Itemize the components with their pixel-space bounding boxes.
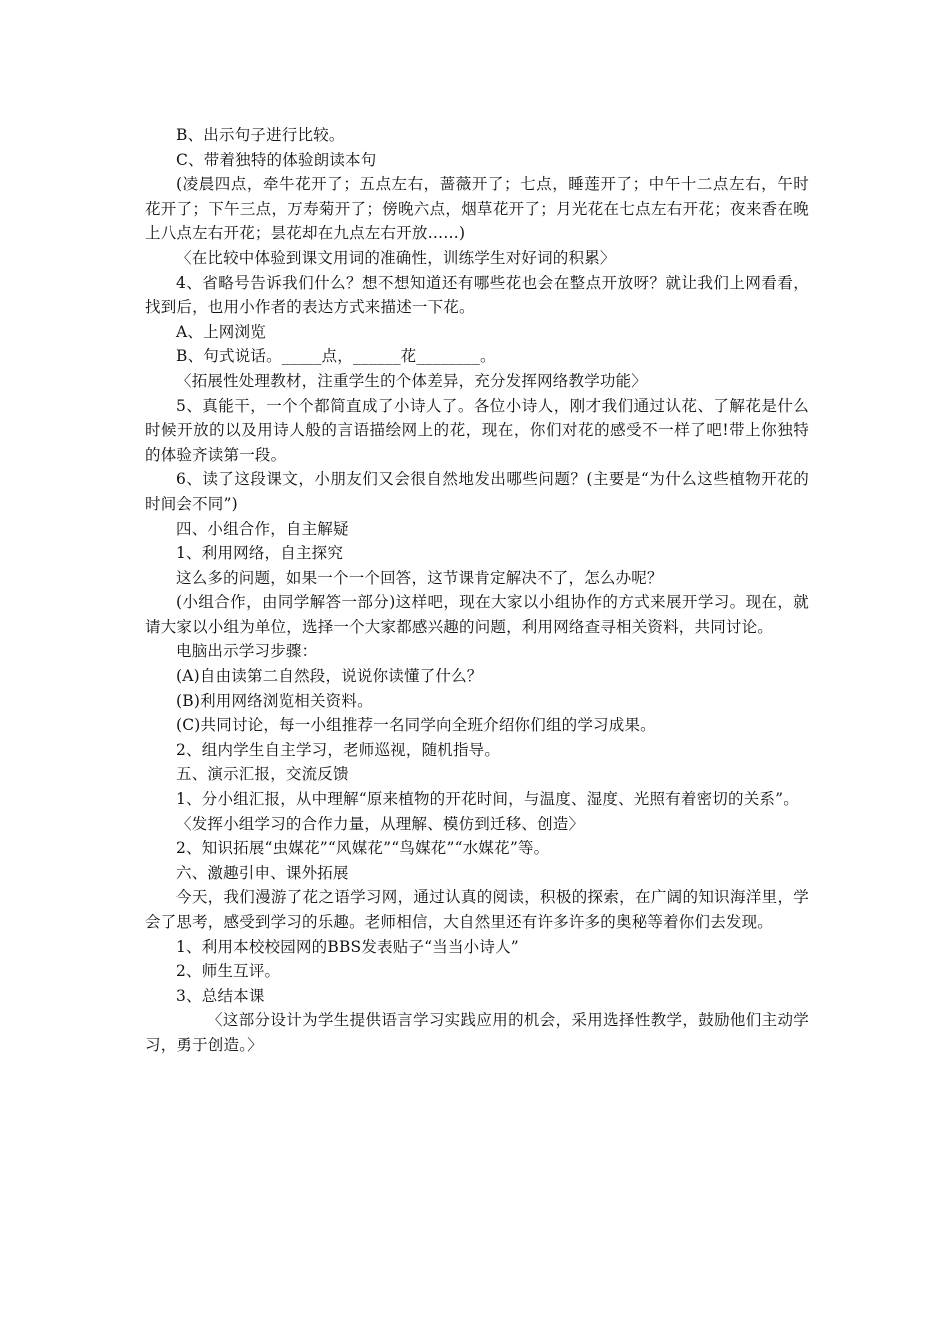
paragraph: A、上网浏览 — [176, 322, 266, 341]
paragraph: 电脑出示学习步骤： — [176, 642, 318, 661]
paragraph: 1、利用网络，自主探究 — [176, 544, 344, 563]
paragraph: 3、总结本课 — [176, 986, 265, 1005]
paragraph: 〈在比较中体验到课文用词的准确性，训练学生对好词的积累〉 — [176, 248, 616, 267]
section-heading: 五、演示汇报，交流反馈 — [176, 765, 349, 784]
paragraph: 4、省略号告诉我们什么？想不想知道还有哪些花也会在整点开放呀？就让我们上网看看，找到后，也用小作者的表达方式来描述一下花。 — [145, 273, 809, 317]
paragraph: B、出示句子进行比较。 — [176, 126, 345, 144]
paragraph: C、带着独特的体验朗读本句 — [176, 150, 377, 169]
paragraph: 2、知识拓展“虫媒花”“风媒花”“鸟媒花”“水媒花”等。 — [176, 839, 550, 858]
list-item: (B)利用网络浏览相关资料。 — [176, 691, 373, 710]
paragraph: 6、读了这段课文，小朋友们又会很自然地发出哪些问题？(主要是“为什么这些植物开花的时间会不同”) — [145, 470, 809, 513]
paragraph: 1、利用本校校园网的BBS发表贴子“当当小诗人” — [176, 937, 519, 956]
paragraph: B、句式说话。_____点，______花________。 — [176, 347, 496, 366]
list-item: (A)自由读第二自然段，说说你读懂了什么？ — [176, 667, 483, 686]
paragraph: (凌晨四点，牵牛花开了；五点左右，蔷薇开了；七点，睡莲开了；中午十二点左右，午时花开了；下午三点，万寿菊开了；傍晚六点，烟草花开了；月光花在七点左右开花；夜来香在晚上八点左右开花；昙花却在九点左右开放……) — [145, 175, 809, 243]
paragraph: 2、组内学生自主学习，老师巡视，随机指导。 — [176, 740, 501, 759]
paragraph: 1、分小组汇报，从中理解“原来植物的开花时间，与温度、湿度、光照有着密切的关系”。 — [176, 790, 799, 809]
section-heading: 四、小组合作，自主解疑 — [176, 519, 349, 538]
paragraph: 5、真能干，一个个都简直成了小诗人了。各位小诗人，刚才我们通过认花、了解花是什么时候开放的以及用诗人般的言语描绘网上的花，现在，你们对花的感受不一样了吧!带上你独特的体验齐读第一段。 — [145, 396, 809, 464]
paragraph: 这么多的问题，如果一个一个回答，这节课肯定解决不了，怎么办呢？ — [176, 568, 663, 587]
section-heading: 六、激趣引申、课外拓展 — [176, 863, 349, 882]
list-item: (C)共同讨论，每一小组推荐一名同学向全班介绍你们组的学习成果。 — [176, 716, 656, 735]
paragraph: 〈拓展性处理教材，注重学生的个体差异，充分发挥网络教学功能〉 — [176, 371, 648, 390]
document-body — [145, 123, 809, 1058]
paragraph: 〈发挥小组学习的合作力量，从理解、模仿到迁移、创造〉 — [176, 814, 585, 833]
paragraph: 2、师生互评。 — [176, 962, 281, 981]
paragraph: (小组合作，由同学解答一部分)这样吧，现在大家以小组协作的方式来展开学习。现在，就请大家以小组为单位，选择一个大家都感兴趣的问题，利用网络查寻相关资料，共同讨论。 — [145, 593, 809, 636]
paragraph: 〈这部分设计为学生提供语言学习实践应用的机会，采用选择性教学，鼓励他们主动学习，勇于创造。〉 — [145, 1011, 809, 1054]
paragraph: 今天，我们漫游了花之语学习网，通过认真的阅读，积极的探索，在广阔的知识海洋里，学会了思考，感受到学习的乐趣。老师相信，大自然里还有许多许多的奥秘等着你们去发现。 — [145, 888, 809, 931]
